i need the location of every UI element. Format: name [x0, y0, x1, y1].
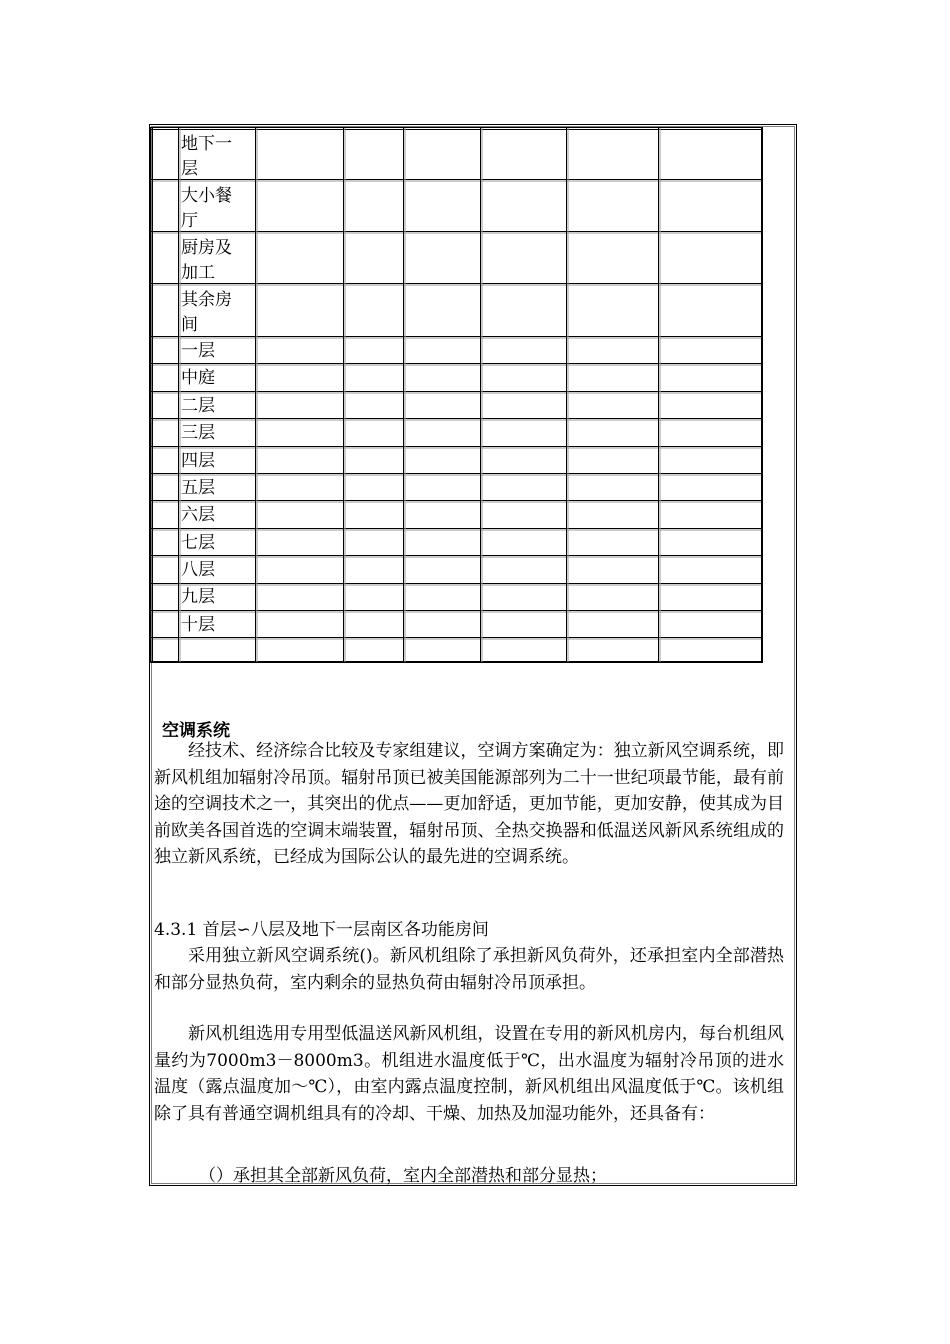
row-label-floor-4: 四层	[181, 451, 215, 471]
paragraph-1: 采用独立新风空调系统()。新风机组除了承担新风负荷外，还承担室内全部潜热和部分显热负荷，室内剩余的显热负荷由辐射冷吊顶承担。	[154, 946, 784, 993]
row-label-floor-6: 六层	[181, 505, 215, 525]
row-label-floor-7: 七层	[181, 533, 215, 553]
row-label-kitchen: 厨房及 加工	[181, 238, 232, 283]
table-outer-border	[151, 128, 763, 663]
row-label-b1: 地下一 层	[181, 134, 232, 179]
intro-paragraph: 经技术、经济综合比较及专家组建议，空调方案确定为：独立新风空调系统，即新风机组加辐射冷吊顶。辐射吊顶已被美国能源部列为二十一世纪项最节能，最有前途的空调技术之一，其突出的优点——更加舒适，更加节能，更加安静，使其成为目前欧美各国首选的空调末端装置，辐射吊顶、全热交换器和低温送风新风系统组成的独立新风系统，已经成为国际公认的最先进的空调系统。	[154, 741, 784, 867]
table-grid	[150, 127, 763, 663]
list-item-1: （）承担其全部新风负荷，室内全部潜热和部分显热；	[199, 1166, 607, 1186]
row-label-floor-2: 二层	[181, 396, 215, 416]
section-heading: 空调系统	[162, 721, 230, 741]
row-label-floor-5: 五层	[181, 478, 215, 498]
row-label-floor-1: 一层	[181, 341, 215, 361]
paragraph-2: 新风机组选用专用型低温送风新风机组，设置在专用的新风机房内，每台机组风量约为7000m3－8000m3。机组进水温度低于℃，出水温度为辐射冷吊顶的进水温度（露点温度加～℃），由室内露点温度控制，新风机组出风温度低于℃。该机组除了具有普通空调机组具有的冷却、干燥、加热及加湿功能外，还具备有：	[154, 1024, 784, 1124]
row-label-floor-9: 九层	[181, 587, 215, 607]
row-label-other-rooms: 其余房 间	[181, 290, 232, 335]
row-label-floor-10: 十层	[181, 615, 215, 635]
subsection-heading: 4.3.1 首层∽八层及地下一层南区各功能房间	[154, 920, 489, 940]
row-label-atrium: 中庭	[181, 368, 215, 388]
row-label-floor-8: 八层	[181, 560, 215, 580]
row-label-restaurant: 大小餐 厅	[181, 186, 232, 231]
floor-table	[150, 127, 763, 663]
row-label-floor-3: 三层	[181, 423, 215, 443]
